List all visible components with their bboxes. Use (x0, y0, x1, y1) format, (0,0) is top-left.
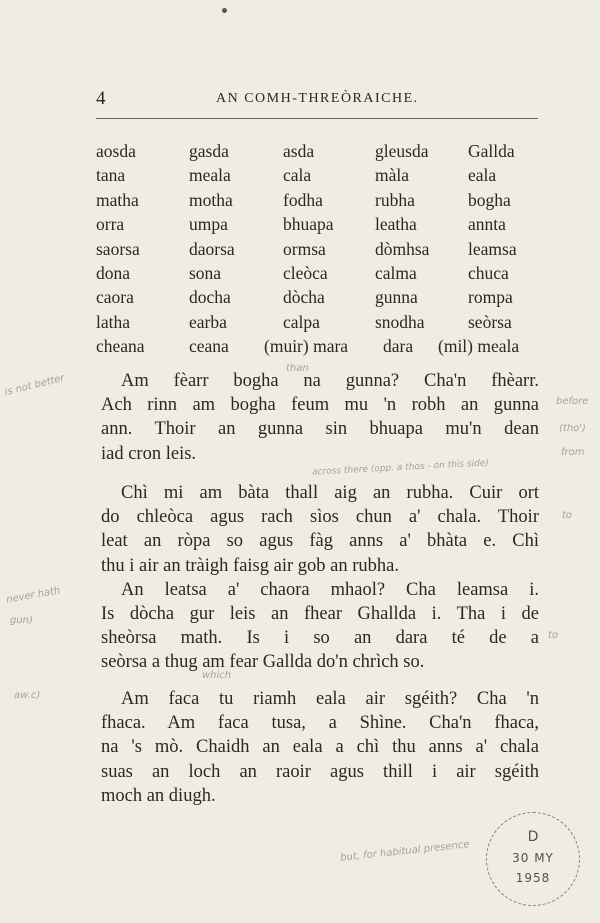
vocab-word: umpa (189, 214, 228, 235)
vocab-word: dara (383, 336, 414, 357)
header-rule (96, 118, 538, 119)
text-line: An leatsa a' chaora mhaol? Cha leamsa i. (121, 579, 539, 600)
vocab-word: dona (96, 262, 131, 283)
vocab-word: orra (96, 214, 125, 235)
handwritten-note: (tho') (559, 423, 586, 434)
vocab-word: snodha (375, 311, 425, 332)
text-line: seòrsa a thug am fear Gallda do'n chrìch so. (101, 652, 425, 673)
vocab-word: calma (375, 262, 417, 283)
ink-dot (222, 8, 227, 13)
vocab-word: cheana (96, 336, 145, 357)
text-line: iad cron leis. (101, 443, 197, 464)
text-line: sheòrsa math. Is i so an dara té de a (101, 628, 539, 649)
text-line: Chì mi am bàta thall aig an rubha. Cuir ort (121, 483, 539, 503)
vocab-word: màla (375, 165, 410, 186)
handwritten-note: to (562, 510, 573, 521)
vocab-word: sona (189, 262, 222, 283)
vocab-word: (muir) mara (264, 336, 349, 357)
text-line: thu i air an tràigh faisg air gob an rubha. (101, 555, 399, 576)
stamp-letter: D (527, 829, 539, 845)
text-line: do chleòca agus rach sìos chun a' chala. Thoir (101, 507, 539, 528)
vocab-word: motha (189, 189, 233, 210)
paragraph-2 (101, 481, 539, 675)
text-line: Is dòcha gur leis an fhear Ghallda i. Tha i de (101, 604, 539, 625)
vocab-word: gleusda (375, 141, 429, 161)
vocab-word: asda (283, 141, 315, 161)
vocab-word: cala (283, 165, 312, 186)
running-title: AN COMH-THREÒRAICHE. (216, 91, 419, 106)
vocab-word: annta (468, 214, 506, 235)
paragraph-1 (101, 369, 539, 466)
vocab-word: caora (96, 287, 134, 308)
vocab-word: chuca (468, 262, 509, 283)
text-line: leat an ròpa so agus fàg anns a' bhàta e. Chì (101, 531, 539, 552)
text-line: Am faca tu riamh eala air sgéith? Cha 'n (121, 689, 539, 709)
vocab-word: eala (468, 165, 497, 186)
vocab-word: daorsa (189, 238, 235, 259)
text-line: Am fèarr bogha na gunna? Cha'n fhèarr. (121, 371, 539, 391)
handwritten-note: never hath (5, 585, 62, 606)
vocab-word: leamsa (468, 238, 517, 259)
handwritten-note: before (556, 396, 589, 407)
vocab-word: Gallda (468, 141, 515, 161)
handwritten-note: to (548, 630, 559, 641)
handwritten-note: than (286, 363, 309, 374)
page-header (96, 88, 536, 118)
text-line: moch an diugh. (101, 785, 216, 806)
handwritten-note: gun) (10, 615, 33, 626)
vocab-word: gasda (189, 141, 229, 161)
stamp-date: 30 MY (512, 851, 554, 865)
text-line: fhaca. Am faca tusa, a Shìne. Cha'n fhaca, (101, 713, 539, 734)
page-number: 4 (96, 88, 106, 109)
text-line: Ach rinn am bogha feum mu 'n robh an gunna (101, 395, 539, 416)
vocab-word: meala (189, 165, 231, 186)
vocab-word: dòcha (283, 287, 325, 308)
vocab-word: latha (96, 311, 131, 332)
vocab-word: leatha (375, 214, 417, 235)
vocab-word: tana (96, 165, 126, 186)
vocab-word: gunna (375, 287, 418, 308)
library-stamp (486, 812, 580, 906)
vocab-word: docha (189, 287, 231, 308)
paragraph-3 (101, 687, 539, 808)
text-line: ann. Thoir an gunna sin bhuapa mu'n dean (101, 419, 539, 440)
stamp-year: 1958 (515, 871, 551, 885)
handwritten-note: is not better (3, 372, 66, 399)
handwritten-note: aw.c) (14, 690, 41, 701)
vocab-word: seòrsa (468, 311, 512, 332)
vocab-word: calpa (283, 311, 320, 332)
vocab-word: earba (189, 311, 227, 332)
handwritten-note: from (561, 447, 585, 458)
vocab-word: cleòca (283, 262, 328, 283)
vocab-word: saorsa (96, 238, 140, 259)
handwritten-note: across there (opp. a thos - on this side) (311, 458, 490, 478)
vocab-word: rubha (375, 189, 415, 210)
vocab-word: aosda (96, 141, 136, 161)
text-line: na 's mò. Chaidh an eala a chì thu anns a' chala (101, 737, 539, 758)
vocab-word: (mil) meala (438, 336, 520, 357)
vocab-word: ormsa (283, 238, 326, 259)
vocab-word: dòmhsa (375, 238, 430, 259)
handwritten-note: but, for habitual presence (339, 839, 471, 864)
vocab-word: fodha (283, 189, 323, 210)
vocab-word: bogha (468, 189, 511, 210)
vocab-word: rompa (468, 287, 513, 308)
handwritten-note: which (202, 670, 232, 681)
vocab-word: bhuapa (283, 214, 334, 235)
vocab-word: ceana (189, 336, 229, 357)
vocab-word: matha (96, 189, 139, 210)
text-line: suas an loch an raoir agus thill i air sgéith (101, 761, 539, 782)
